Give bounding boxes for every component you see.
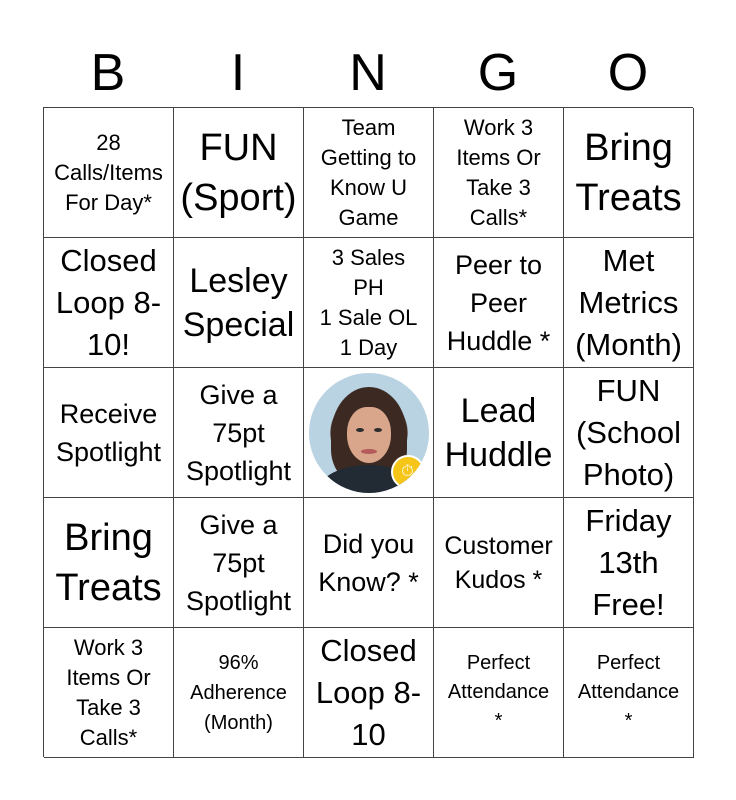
bingo-cell[interactable]: [304, 498, 434, 628]
header-letter-o: O: [607, 44, 649, 102]
bingo-cell[interactable]: [44, 498, 174, 628]
cell-text: Closed Loop 8- 10!: [55, 242, 162, 362]
bingo-cell[interactable]: [564, 108, 694, 238]
cell-text: Perfect Attendance *: [577, 652, 680, 732]
bingo-cell[interactable]: [174, 368, 304, 498]
cell-text: 3 Sales PH 1 Sale OL 1 Day: [319, 244, 418, 360]
cell-text: Lead Huddle: [444, 391, 553, 474]
cell-text: Work 3 Items Or Take 3 Calls*: [456, 114, 541, 230]
bingo-cell[interactable]: [434, 238, 564, 368]
bingo-cell[interactable]: [564, 368, 694, 498]
cell-text: Customer Kudos *: [444, 531, 553, 594]
cell-text: Work 3 Items Or Take 3 Calls*: [66, 634, 151, 750]
cell-text: Give a 75pt Spotlight: [185, 379, 292, 486]
cell-text: Met Metrics (Month): [575, 242, 682, 362]
bingo-cell[interactable]: [434, 108, 564, 238]
cell-text: Peer to Peer Huddle *: [446, 249, 551, 356]
header-letter-i: I: [230, 44, 246, 102]
bingo-cell[interactable]: [434, 628, 564, 758]
header-letter-b: B: [90, 44, 126, 102]
cell-text: 28 Calls/Items For Day*: [54, 129, 163, 215]
bingo-cell[interactable]: [434, 498, 564, 628]
bingo-cell[interactable]: [44, 368, 174, 498]
profile-photo: [309, 373, 429, 493]
bingo-cell[interactable]: [174, 108, 304, 238]
cell-text: FUN (Sport): [180, 126, 297, 219]
header-letter-n: N: [349, 44, 387, 102]
cell-text: Bring Treats: [575, 126, 682, 219]
bingo-cell[interactable]: [174, 628, 304, 758]
cell-text: 96% Adherence (Month): [190, 651, 287, 734]
cell-text: Closed Loop 8- 10: [315, 632, 422, 752]
bingo-cell[interactable]: [44, 628, 174, 758]
bingo-cell[interactable]: [304, 108, 434, 238]
bingo-cell[interactable]: [304, 238, 434, 368]
cell-text: Team Getting to Know U Game: [320, 114, 417, 230]
bingo-cell[interactable]: [174, 498, 304, 628]
cell-text: Give a 75pt Spotlight: [185, 509, 292, 616]
cell-text: Did you Know? *: [318, 528, 419, 597]
cell-text: Receive Spotlight: [55, 398, 162, 467]
bingo-cell[interactable]: [44, 108, 174, 238]
bingo-cell[interactable]: [434, 368, 564, 498]
bingo-grid: [43, 107, 693, 757]
bingo-cell[interactable]: [174, 238, 304, 368]
bingo-cell[interactable]: [44, 238, 174, 368]
cell-text: FUN (School Photo): [575, 372, 682, 492]
header-letter-g: G: [477, 44, 519, 102]
cell-text: Bring Treats: [55, 516, 162, 609]
cell-text: Lesley Special: [182, 261, 295, 344]
clock-badge-icon: ⏱: [391, 455, 425, 489]
cell-text: Friday 13th Free!: [585, 502, 672, 622]
bingo-header: [43, 40, 693, 106]
bingo-cell[interactable]: [564, 238, 694, 368]
free-space-cell[interactable]: [304, 368, 434, 498]
bingo-cell[interactable]: [564, 498, 694, 628]
bingo-cell[interactable]: [564, 628, 694, 758]
bingo-cell[interactable]: [304, 628, 434, 758]
cell-text: Perfect Attendance *: [447, 652, 550, 732]
